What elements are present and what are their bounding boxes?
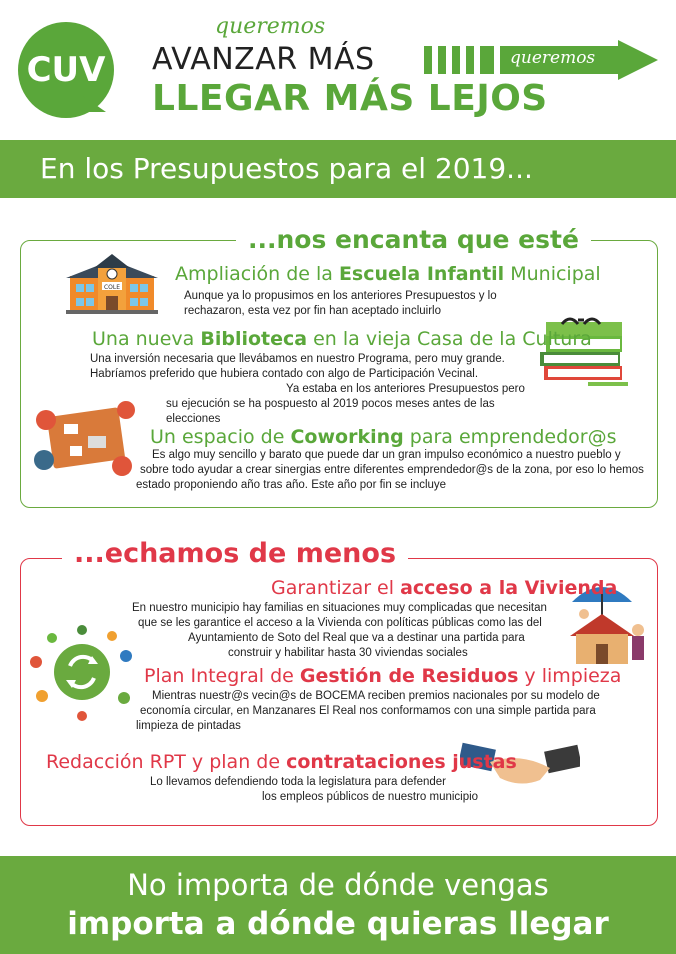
item-title-coworking: Un espacio de Coworking para emprendedor@s: [150, 426, 617, 448]
item-text-residuos: Mientras nuestr@s vecin@s de BOCEMA reciben premios nacionales por su modelo de economía circular, en Manzanares El Real nos conformamos con una simple partida para limpieza de pintadas: [136, 690, 600, 732]
item-text-biblioteca: Una inversión necesaria que llevábamos en nuestro Programa, pero muy grande. Habríamos preferido que hubiera contado con algo de Participación Vecinal. Ya estaba en los anteriores Presupuestos pero su ejecución se ha pospuesto al 2019 pocos meses antes de las elecciones: [90, 353, 525, 425]
item-title-escuela: Ampliación de la Escuela Infantil Municipal: [175, 263, 601, 285]
footer-line-2: importa a dónde quieras llegar: [67, 906, 609, 942]
headline-llegar: LLEGAR MÁS LEJOS: [152, 78, 548, 119]
books-icon: [538, 314, 630, 390]
logo-bubble-tail: [80, 94, 106, 112]
item-title-vivienda: Garantizar el acceso a la Vivienda: [271, 577, 618, 599]
item-text-rpt: Lo llevamos defendiendo toda la legislatura para defender los empleos públicos de nuestro municipio: [150, 776, 479, 803]
footer-line-1: No importa de dónde vengas: [127, 868, 549, 902]
item-title-biblioteca: Una nueva Biblioteca en la vieja Casa de la Cultura: [92, 328, 592, 350]
recycling-icon: [26, 622, 138, 722]
budget-banner: [0, 140, 676, 198]
school-icon: [66, 252, 158, 314]
likes-section-title: ...nos encanta que esté: [236, 225, 591, 254]
coworking-icon: [28, 396, 140, 480]
arrow-label: queremos: [510, 48, 596, 68]
queremos-script-top: queremos: [215, 14, 326, 39]
cuv-logo: [18, 22, 122, 118]
item-text-coworking: Es algo muy sencillo y barato que puede dar un gran impulso económico a nuestro pueblo y sobre todo ayudar a crear sinergias entre diferentes emprendedor@s de la zona, por eso lo hemos estado proponiendo año tras año. Este año por fin se incluye: [136, 449, 644, 491]
item-title-residuos: Plan Integral de Gestión de Residuos y limpieza: [144, 665, 622, 687]
item-text-vivienda: En nuestro municipio hay familias en situaciones muy complicadas que necesitan que se les garantice el acceso a la Vivienda con políticas públicas como las del Ayuntamiento de Soto del Real que va a destinar una partida para construir y habilitar hasta 30 viviendas sociales: [132, 602, 547, 659]
arrow-icon: [424, 40, 658, 80]
headline-avanzar: AVANZAR MÁS: [152, 42, 375, 77]
logo-text: CUV: [26, 50, 106, 90]
school-sign: COLE: [103, 284, 121, 291]
footer-banner: [0, 856, 676, 954]
banner-text: En los Presupuestos para el 2019...: [40, 152, 533, 185]
item-title-rpt: Redacción RPT y plan de contrataciones justas: [46, 751, 517, 773]
missing-section-title: ...echamos de menos: [62, 538, 408, 569]
item-text-escuela: Aunque ya lo propusimos en los anteriores Presupuestos y lo rechazaron, esta vez por fin han aceptado incluirlo: [184, 290, 497, 317]
